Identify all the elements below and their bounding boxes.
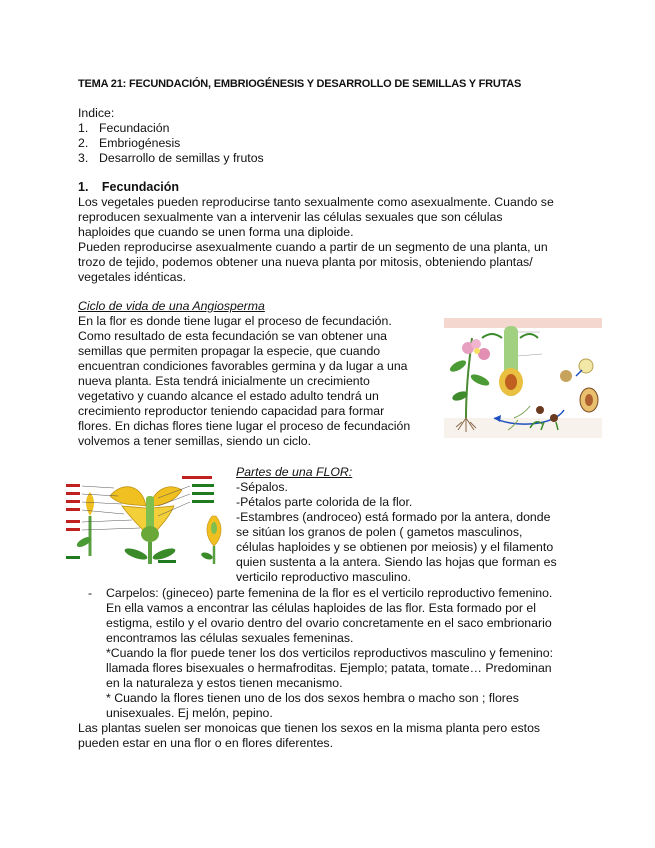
carpel-bullet: - — [88, 586, 93, 600]
cycle-line: flores. En dichas flores tiene lugar el proceso de fecundación — [78, 419, 411, 433]
cycle-line: Como resultado de esta fecundación se van obtener una — [78, 329, 387, 343]
flower-part-line: células haploides y se obtienen por meiosis) y el filamento — [236, 540, 554, 554]
cycle-line: En la flor es donde tiene lugar el proceso de fecundación. — [78, 314, 392, 328]
cycle-line: volvemos a tener semillas, siendo un ciclo. — [78, 434, 312, 448]
closing-line: pueden estar en una flor o en flores diferentes. — [78, 736, 333, 750]
carpel-line: *Cuando la flor puede tener los dos verticilos reproductivos masculino y femenino: — [106, 646, 554, 660]
paragraph-line: trozo de tejido, podemos obtener una nueva planta por mitosis, obteniendo plantas/ — [78, 255, 533, 269]
paragraph-line: reproducen sexualmente van a intervenir las células sexuales que son células — [78, 210, 503, 224]
flower-part-line: se sitúan los granos de polen ( gametos masculinos, — [236, 525, 523, 539]
paragraph-line: Los vegetales pueden reproducirse tanto sexualmente como asexualmente. Cuando se — [78, 195, 554, 209]
paragraph-line: Pueden reproducirse asexualmente cuando a partir de un segmento de una planta, un — [78, 240, 548, 254]
cycle-line: semillas que permiten propagar la especie, que cuando — [78, 344, 381, 358]
flower-parts-heading: Partes de una FLOR: — [236, 465, 353, 479]
document-title: TEMA 21: FECUNDACIÓN, EMBRIOGÉNESIS Y DESARROLLO DE SEMILLAS Y FRUTAS — [78, 78, 522, 90]
flower-part-line: -Pétalos parte colorida de la flor. — [236, 495, 413, 509]
angiosperm-life-cycle-diagram — [444, 318, 602, 438]
cycle-line: nueva planta. Esta tendrá inicialmente un crecimiento — [78, 374, 370, 388]
index-item-fecundacion: Fecundación — [99, 121, 170, 135]
section-heading — [78, 180, 179, 194]
flower-part-line: quien sustenta a la antera. Siendo las hojas que forman es — [236, 555, 557, 569]
paragraph-line: haploides que cuando se unen forma una diploide. — [78, 225, 354, 239]
index-item-num: 3. — [78, 151, 89, 165]
carpel-line: estigma, estilo y el ovario dentro del ovario concretamente en el saco embrionario — [106, 616, 552, 630]
cycle-line: crecimiento reproductor teniendo capacidad para formar — [78, 404, 385, 418]
index-heading: Indice: — [78, 106, 115, 120]
carpel-line: en la naturaleza y estos tienen mecanismo. — [106, 676, 343, 690]
paragraph-line: vegetales idénticas. — [78, 270, 187, 284]
carpel-line: llamada flores bisexuales o hermafroditas. Ejemplo; patata, tomate… Predominan — [106, 661, 552, 675]
closing-line: Las plantas suelen ser monoicas que tienen los sexos en la misma planta pero estos — [78, 721, 541, 735]
index-item-num: 2. — [78, 136, 89, 150]
cycle-line: encuentran condiciones favorables germina y da lugar a una — [78, 359, 408, 373]
section-title: Fecundación — [101, 180, 180, 194]
carpel-line: * Cuando la flores tienen uno de los dos sexos hembra o macho son ; flores — [106, 691, 519, 705]
carpel-line: unisexuales. Ej melón, pepino. — [106, 706, 273, 720]
flower-part-line: -Estambres (androceo) está formado por la antera, donde — [236, 510, 551, 524]
flower-part-line: -Sépalos. — [236, 480, 288, 494]
carpel-line: En ella vamos a encontrar las células haploides de las flor. Esta formado por el — [106, 601, 536, 615]
index-item-num: 1. — [78, 121, 89, 135]
carpel-line: Carpelos: (gineceo) parte femenina de la flor es el verticilo reproductivo femenino. — [106, 586, 553, 600]
section-number: 1. — [78, 180, 89, 194]
flower-part-line: verticilo reproductivo masculino. — [236, 570, 411, 584]
cycle-heading: Ciclo de vida de una Angiosperma — [78, 299, 265, 313]
carpel-line: encontramos las células sexuales femeninas. — [106, 631, 354, 645]
flower-parts-diagram — [62, 476, 234, 566]
cycle-line: vegetativo y cuando alcance el estado adulto tendrá un — [78, 389, 379, 403]
index-item-desarrollo: Desarrollo de semillas y frutos — [99, 151, 264, 165]
index-item-embriogenesis: Embriogénesis — [99, 136, 181, 150]
